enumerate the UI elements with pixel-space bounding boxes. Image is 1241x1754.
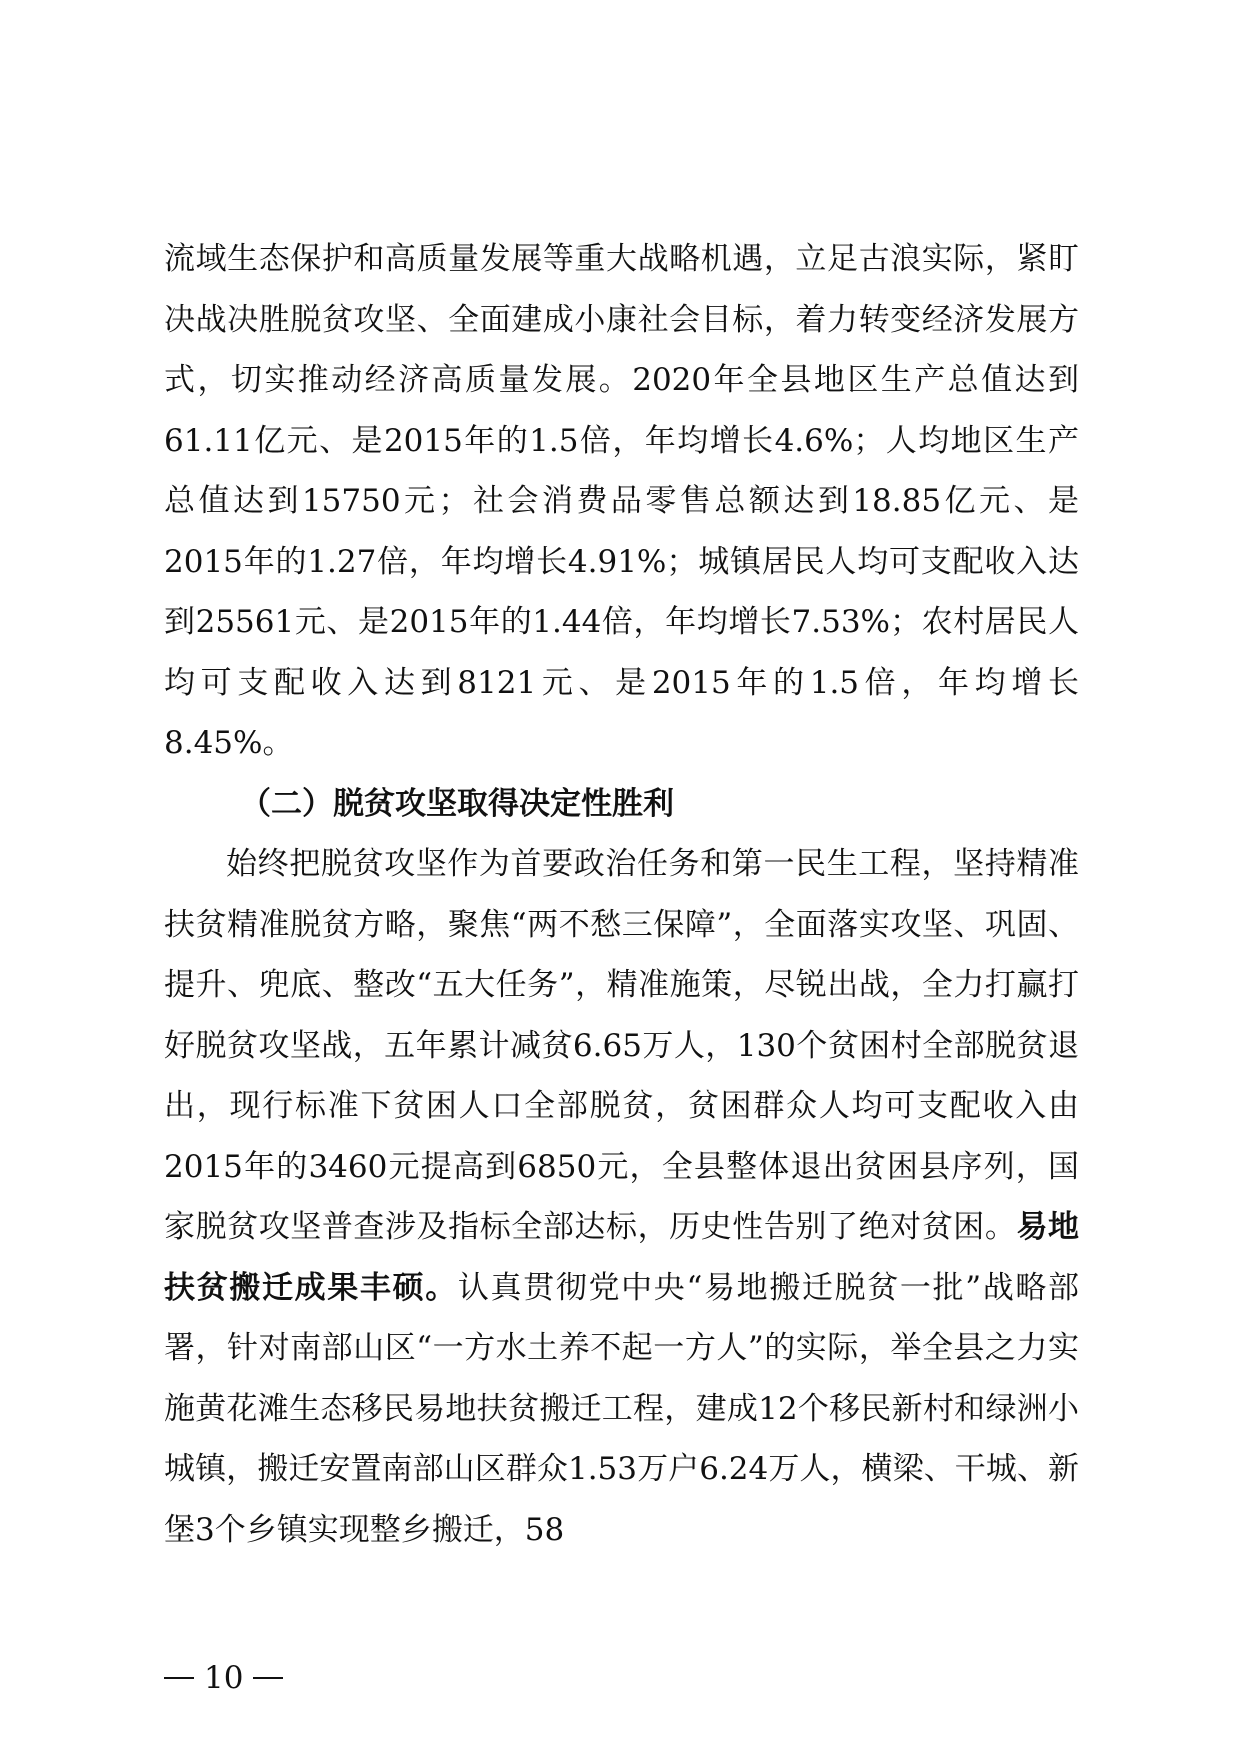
document-body (164, 229, 1079, 1560)
body-paragraph-continued: 流域生态保护和高质量发展等重大战略机遇，立足古浪实际，紧盯决战决胜脱贫攻坚、全面建成小康社会目标，着力转变经济发展方式，切实推动经济高质量发展。2020年全县地区生产总值达到61.11亿元、是2015年的1.5倍，年均增长4.6%；人均地区生产总值达到15750元；社会消费品零售总额达到18.85亿元、是2015年的1.27倍，年均增长4.91%；城镇居民人均可支配收入达到25561元、是2015年的1.44倍，年均增长7.53%；农村居民人均可支配收入达到8121元、是2015年的1.5倍，年均增长8.45%。 (164, 241, 1079, 761)
section-heading: （二）脱贫攻坚取得决定性胜利 (240, 785, 674, 822)
paragraph-text-part-1: 始终把脱贫攻坚作为首要政治任务和第一民生工程，坚持精准扶贫精准脱贫方略，聚焦“两不愁三保障”，全面落实攻坚、巩固、提升、兜底、整改“五大任务”，精准施策，尽锐出战，全力打赢打好脱贫攻坚战，五年累计减贫6.65万人，130个贫困村全部脱贫退出，现行标准下贫困人口全部脱贫，贫困群众人均可支配收入由2015年的3460元提高到6850元，全县整体退出贫困县序列，国家脱贫攻坚普查涉及指标全部达标，历史性告别了绝对贫困。 (164, 846, 1079, 1245)
footer-dash-left (164, 1677, 194, 1679)
body-paragraph-poverty (164, 834, 1079, 1560)
bold-lead-phrase: 易地扶贫搬迁成果丰硕。 (164, 1209, 1080, 1306)
page-number: 10 (204, 1660, 244, 1696)
paragraph-text-part-2: 认真贯彻党中央“易地搬迁脱贫一批”战略部署，针对南部山区“一方水土养不起一方人”的实际，举全县之力实施黄花滩生态移民易地扶贫搬迁工程，建成12个移民新村和绿洲小城镇，搬迁安置南部山区群众1.53万户6.24万人，横梁、干城、新堡3个乡镇实现整乡搬迁，58 (164, 1269, 1080, 1548)
footer-dash-right (253, 1677, 283, 1679)
page-footer (164, 1658, 283, 1698)
